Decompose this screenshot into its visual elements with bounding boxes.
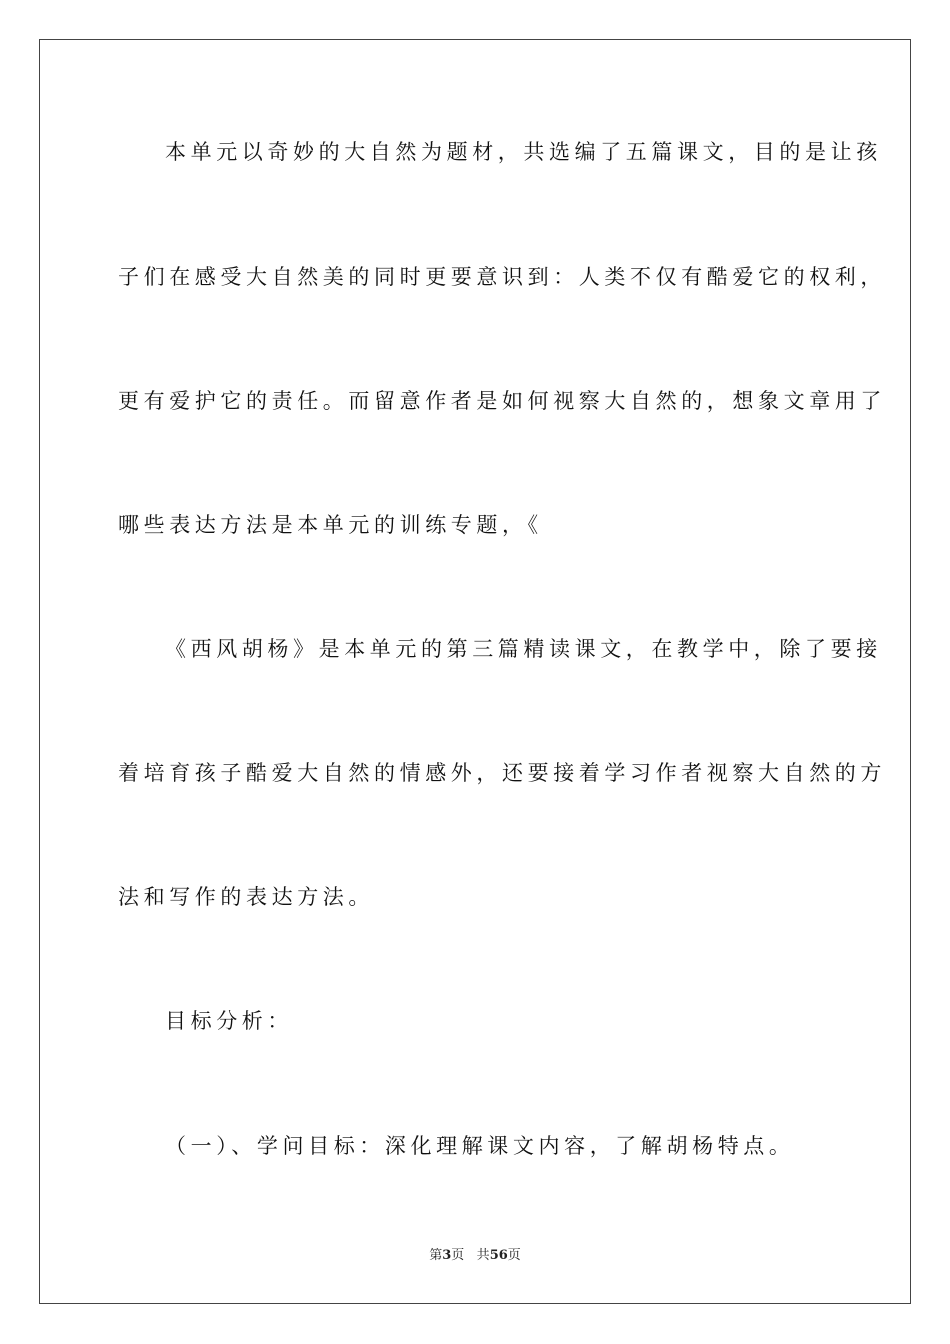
paragraph-2-line-1: 《西风胡杨》是本单元的第三篇精读课文，在教学中，除了要接 [165, 637, 882, 661]
paragraph-1-line-1: 本单元以奇妙的大自然为题材，共选编了五篇课文，目的是让孩 [165, 140, 882, 164]
paragraph-1-line-3: 更有爱护它的责任。而留意作者是如何视察大自然的，想象文章用了 [118, 389, 886, 413]
page-number: 3 [442, 1248, 452, 1263]
total-pages: 56 [489, 1248, 508, 1263]
page-border [39, 39, 911, 1304]
total-prefix: 共 [476, 1248, 490, 1263]
page-suffix: 页 [451, 1248, 465, 1263]
section-heading: 目标分析： [165, 1009, 293, 1033]
paragraph-2-line-3: 法和写作的表达方法。 [118, 885, 374, 909]
paragraph-2-line-2: 着培育孩子酷爱大自然的情感外，还要接着学习作者视察大自然的方 [118, 761, 886, 785]
knowledge-goal: （一）、学问目标：深化理解课文内容，了解胡杨特点。 [165, 1134, 795, 1158]
paragraph-1-line-2: 子们在感受大自然美的同时更要意识到：人类不仅有酷爱它的权利， [118, 265, 886, 289]
paragraph-1-line-4: 哪些表达方法是本单元的训练专题，《 [118, 513, 543, 537]
page-footer [0, 1247, 950, 1265]
page-prefix: 第 [429, 1248, 443, 1263]
total-suffix: 页 [507, 1248, 521, 1263]
